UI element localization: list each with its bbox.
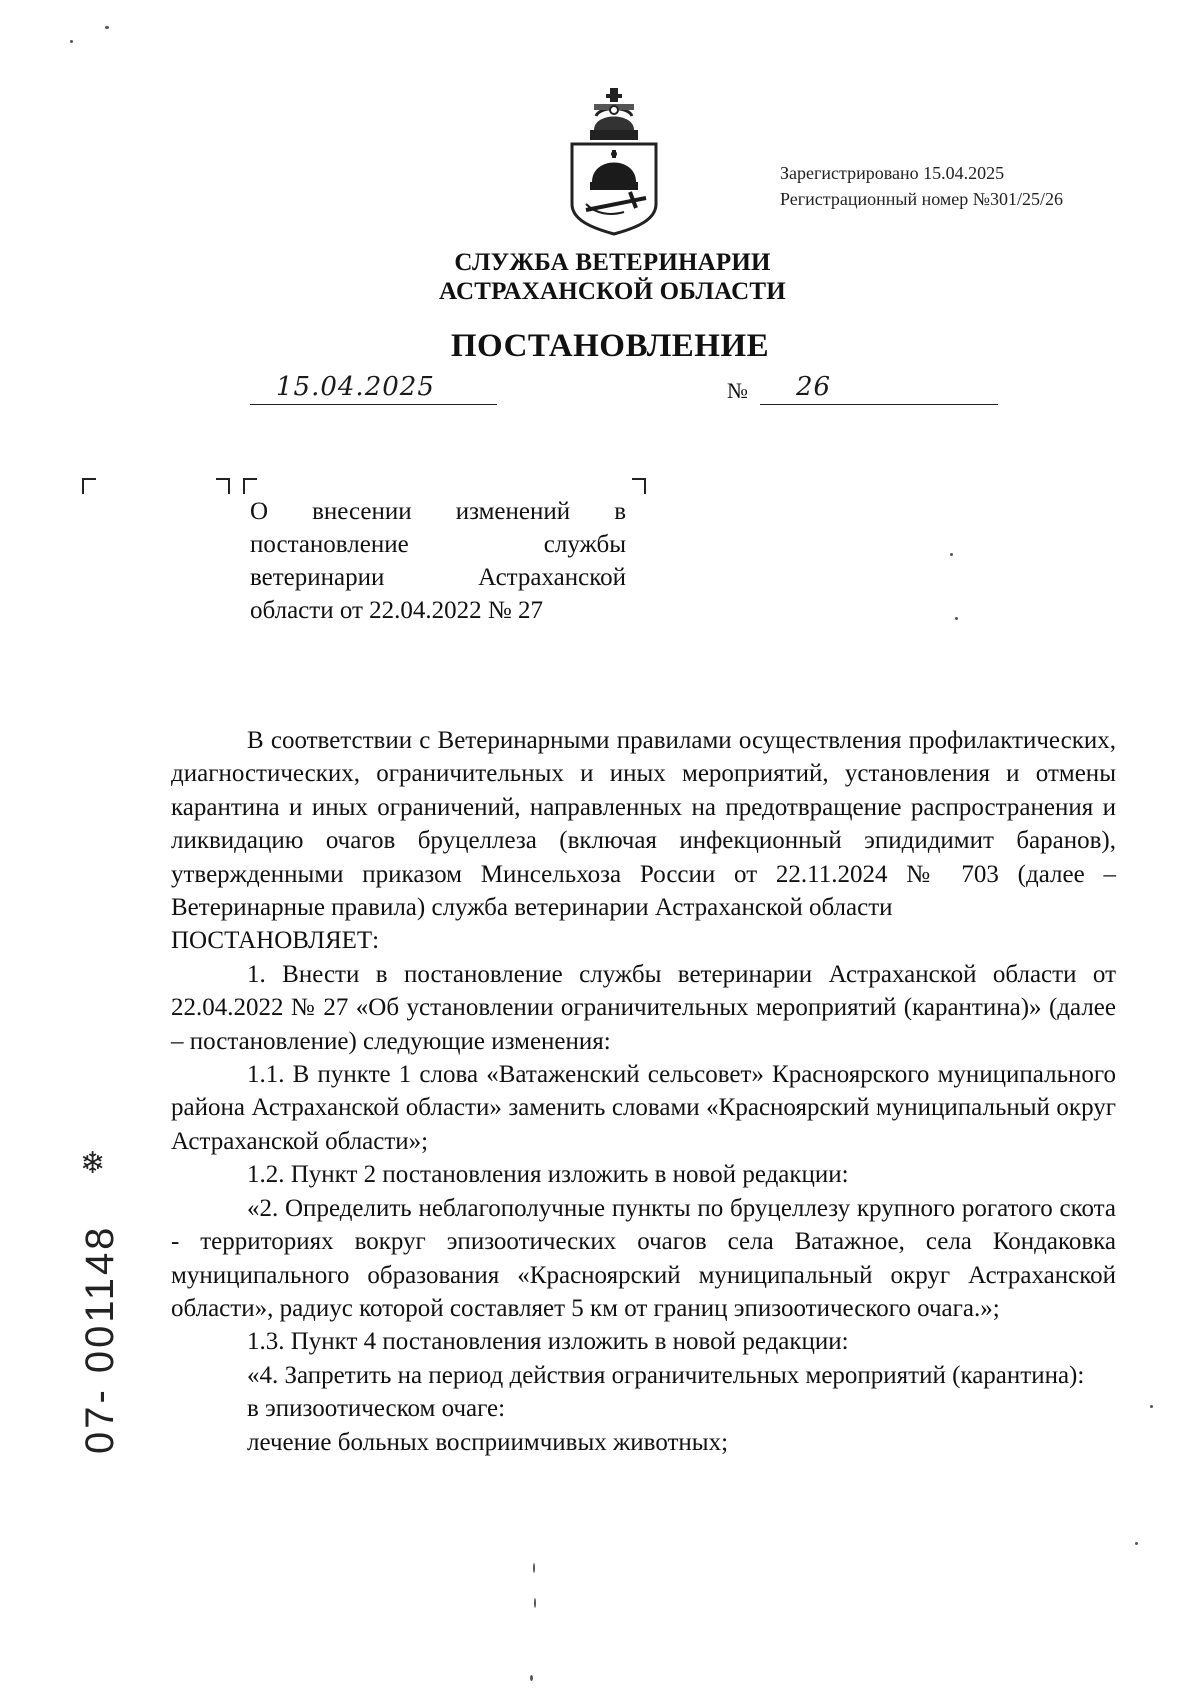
preamble-paragraph: В соответствии с Ветеринарными правилами осуществления профилактических, диагностических, ограничительных и иных мероприятий, установления и отмены карантина и иных ограничений, направленных на предотвращение распространения и ликвидацию очагов бруцеллеза (включая инфекционный эпидидимит баранов), утвержденными приказом Минсельхоза России от 22.11.2024 № 703 (далее – Ветеринарные правила) служба ветеринарии Астраханской области xyxy=(171,727,1116,922)
number-field xyxy=(760,374,998,405)
document-title: ПОСТАНОВЛЕНИЕ xyxy=(450,328,770,364)
clause-1: 1. Внести в постановление службы ветеринарии Астраханской области от 22.04.2022 № 27 «Об установлении ограничительных мероприятий (карантина)» (далее – постановление) следующие изменения: xyxy=(171,960,1116,1055)
clause-1-3: 1.3. Пункт 4 постановления изложить в новой редакции: xyxy=(247,1328,849,1356)
corner-mark xyxy=(243,478,257,494)
clause-1-3-text: «4. Запретить на период действия ограничительных мероприятий (карантина): xyxy=(247,1361,1085,1389)
subject-line: области от 22.04.2022 № 27 xyxy=(250,597,544,624)
side-mark: ❄ xyxy=(80,1146,106,1181)
corner-mark xyxy=(216,478,230,494)
clause-1-1: 1.1. В пункте 1 слова «Ватаженский сельсовет» Красноярского муниципального района Астраханской области» заменить словами «Красноярский муниципальный округ Астраханской области»; xyxy=(171,1061,1116,1155)
handwritten-number: 26 xyxy=(796,372,832,402)
registration-number: Регистрационный номер №301/25/26 xyxy=(780,189,1063,209)
document-body xyxy=(171,724,1116,1459)
handwritten-date: 15.04.2025 xyxy=(276,372,435,402)
clause-1-3-sub2: лечение больных восприимчивых животных; xyxy=(247,1428,729,1456)
organization-name-line2: АСТРАХАНСКОЙ ОБЛАСТИ xyxy=(439,278,786,305)
side-registration-number: 07- 001148 xyxy=(78,1224,122,1454)
clause-1-2-text: «2. Определить неблагополучные пункты по бруцеллезу крупного рогатого скота - территориях вокруг эпизоотических очагов села Ватажное, села Кондаковка муниципального образования «Красноярский муниципальный округ Астраханской области», радиус которой составляет 5 км от границ эпизоотического очага.»; xyxy=(171,1194,1116,1322)
number-sign: № xyxy=(727,378,748,403)
date-field xyxy=(250,374,497,405)
subject-line: постановление службы xyxy=(250,531,626,558)
corner-mark xyxy=(82,478,96,494)
registration-stamp xyxy=(780,160,1063,212)
coat-of-arms-icon xyxy=(566,86,662,236)
subject-line: ветеринарии Астраханской xyxy=(250,564,626,591)
subject-line: О внесении изменений в xyxy=(250,498,626,525)
registration-date: Зарегистрировано 15.04.2025 xyxy=(780,163,1005,183)
clause-1-2: 1.2. Пункт 2 постановления изложить в новой редакции: xyxy=(247,1161,849,1189)
organization-name-line1: СЛУЖБА ВЕТЕРИНАРИИ xyxy=(454,249,771,276)
clause-1-3-sub1: в эпизоотическом очаге: xyxy=(247,1395,506,1423)
document-subject xyxy=(250,495,626,627)
resolves-heading: ПОСТАНОВЛЯЕТ: xyxy=(171,927,380,955)
corner-mark xyxy=(632,478,646,494)
